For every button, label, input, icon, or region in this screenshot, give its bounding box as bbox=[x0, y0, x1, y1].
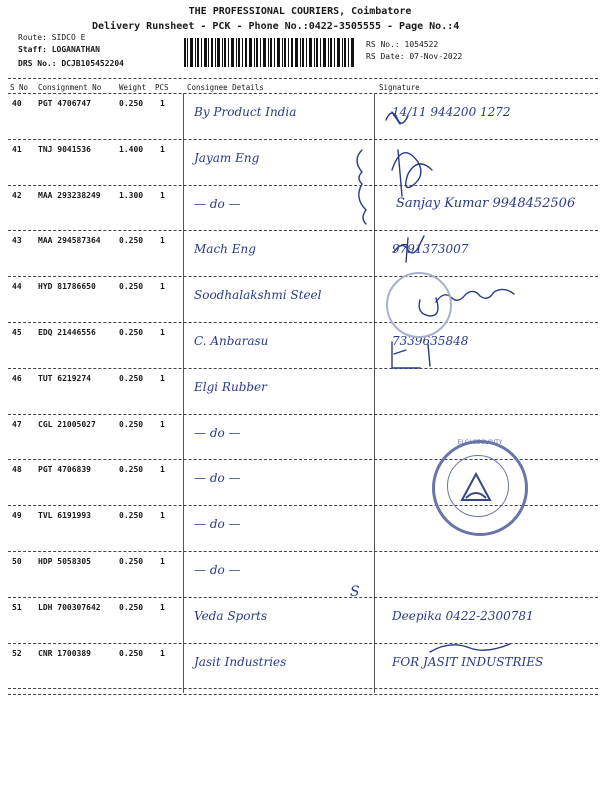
row-pcs: 1 bbox=[160, 511, 165, 521]
row-rule bbox=[8, 551, 598, 552]
row-pcs: 1 bbox=[160, 465, 165, 475]
row-consignment-no: CNR 1700389 bbox=[38, 648, 91, 658]
table-bottom-rule bbox=[8, 694, 598, 695]
row-sno: 44 bbox=[12, 282, 22, 292]
row-sno: 43 bbox=[12, 236, 22, 246]
row-weight: 0.250 bbox=[119, 328, 144, 337]
margin-initial: S bbox=[350, 584, 360, 600]
row-pcs: 1 bbox=[160, 557, 165, 566]
row-sno: 41 bbox=[12, 144, 22, 154]
signature-extra-text: Sanjay Kumar 9948452506 bbox=[396, 196, 576, 211]
route-label: Route: SIDCO E bbox=[18, 33, 86, 42]
col-header-consignment: Consignment No bbox=[38, 83, 102, 92]
row-pcs: 1 bbox=[160, 282, 165, 292]
row-consignee-handwritten: Jasit Industries bbox=[194, 654, 287, 669]
row-weight: 0.250 bbox=[119, 373, 144, 383]
col-header-sno: S No bbox=[10, 83, 29, 92]
row-consignment-no: TVL 6191993 bbox=[38, 511, 91, 521]
row-rule bbox=[8, 230, 598, 231]
rs-number: RS No.: 1054522 bbox=[366, 40, 439, 49]
row-consignment-no: HDP 5058305 bbox=[38, 557, 91, 566]
row-signature-handwritten: 9791373007 bbox=[392, 242, 469, 257]
row-sno: 48 bbox=[12, 465, 22, 475]
row-rule bbox=[8, 688, 598, 689]
col-header-weight: Weight bbox=[119, 83, 147, 92]
row-rule bbox=[8, 643, 598, 644]
row-sno: 40 bbox=[12, 99, 22, 108]
row-consignee-handwritten: Jayam Eng bbox=[194, 150, 260, 165]
row-pcs: 1 bbox=[160, 328, 165, 337]
row-weight: 0.250 bbox=[119, 465, 144, 475]
row-sno: 45 bbox=[12, 328, 22, 337]
rs-date: RS Date: 07-Nov-2022 bbox=[366, 52, 463, 61]
row-consignee-handwritten: C. Anbarasu bbox=[194, 334, 269, 348]
row-weight: 0.250 bbox=[119, 602, 144, 612]
row-consignment-no: TUT 6219274 bbox=[38, 373, 91, 383]
row-weight: 0.250 bbox=[119, 648, 144, 658]
row-signature-handwritten: 14/11 944200 1272 bbox=[392, 105, 511, 119]
row-pcs: 1 bbox=[160, 373, 165, 383]
row-weight: 0.250 bbox=[119, 419, 144, 429]
row-consignee-handwritten: — do — bbox=[194, 563, 241, 577]
row-pcs: 1 bbox=[160, 419, 165, 429]
row-rule bbox=[8, 185, 598, 186]
row-weight: 1.400 bbox=[119, 144, 144, 154]
row-pcs: 1 bbox=[160, 648, 165, 658]
row-pcs: 1 bbox=[160, 602, 165, 612]
row-consignee-handwritten: Mach Eng bbox=[194, 242, 256, 257]
row-sno: 47 bbox=[12, 419, 22, 429]
row-rule bbox=[8, 597, 598, 598]
column-divider bbox=[374, 93, 375, 693]
row-consignment-no: CGL 21005027 bbox=[38, 419, 96, 429]
seal-text: ELGI SECURITY bbox=[457, 439, 503, 446]
row-weight: 0.250 bbox=[119, 99, 144, 108]
row-rule bbox=[8, 139, 598, 140]
row-rule bbox=[8, 276, 598, 277]
row-sno: 46 bbox=[12, 373, 22, 383]
row-consignee-handwritten: Elgi Rubber bbox=[194, 379, 267, 394]
row-consignee-handwritten: Veda Sports bbox=[194, 608, 268, 623]
row-pcs: 1 bbox=[160, 144, 165, 154]
row-consignee-handwritten: — do — bbox=[194, 517, 241, 532]
row-rule bbox=[8, 414, 598, 415]
drs-number: DRS No.: DCJB105452204 bbox=[18, 59, 124, 68]
row-rule bbox=[8, 368, 598, 369]
row-sno: 52 bbox=[12, 648, 22, 658]
row-consignment-no: HYD 81786650 bbox=[38, 282, 96, 292]
row-consignee-handwritten: — do — bbox=[194, 471, 241, 486]
row-consignment-no: PGT 4706747 bbox=[38, 99, 91, 108]
page-subtitle: Delivery Runsheet - PCK - Phone No.:0422-3505555 - Page No.:4 bbox=[92, 21, 460, 32]
row-consignee-handwritten: Soodhalakshmi Steel bbox=[194, 288, 322, 303]
row-consignment-no: EDQ 21446556 bbox=[38, 328, 96, 337]
page-title: THE PROFESSIONAL COURIERS, Coimbatore bbox=[188, 6, 412, 17]
row-rule bbox=[8, 322, 598, 323]
row-consignee-handwritten: By Product India bbox=[194, 105, 297, 119]
faint-stamp bbox=[386, 272, 452, 338]
row-sno: 50 bbox=[12, 557, 22, 566]
row-consignment-no: MAA 293238249 bbox=[38, 190, 101, 200]
row-weight: 1.300 bbox=[119, 190, 144, 200]
row-signature-handwritten: FOR JASIT INDUSTRIES bbox=[392, 654, 544, 669]
row-consignment-no: TNJ 9041536 bbox=[38, 144, 91, 154]
col-header-consignee: Consignee Details bbox=[187, 83, 264, 92]
table-top-rule bbox=[8, 78, 598, 79]
row-pcs: 1 bbox=[160, 236, 165, 246]
row-weight: 0.250 bbox=[119, 282, 144, 292]
row-signature-handwritten: 7339635848 bbox=[392, 334, 469, 348]
barcode bbox=[184, 38, 356, 67]
row-weight: 0.250 bbox=[119, 236, 144, 246]
row-sno: 42 bbox=[12, 190, 22, 200]
round-seal-stamp bbox=[432, 440, 528, 536]
row-signature-handwritten: Deepika 0422-2300781 bbox=[392, 608, 534, 623]
col-header-signature: Signature bbox=[379, 83, 420, 92]
row-consignee-handwritten: — do — bbox=[194, 196, 241, 211]
table-header-rule bbox=[8, 93, 598, 94]
row-sno: 51 bbox=[12, 602, 22, 612]
staff-label: Staff: LOGANATHAN bbox=[18, 45, 100, 54]
row-consignment-no: LDH 700307642 bbox=[38, 602, 101, 612]
row-consignee-handwritten: — do — bbox=[194, 425, 241, 440]
column-divider bbox=[183, 93, 184, 693]
row-weight: 0.250 bbox=[119, 557, 144, 566]
row-pcs: 1 bbox=[160, 99, 165, 108]
row-pcs: 1 bbox=[160, 190, 165, 200]
row-consignment-no: MAA 294587364 bbox=[38, 236, 101, 246]
row-consignment-no: PGT 4706839 bbox=[38, 465, 91, 475]
col-header-pcs: PCS bbox=[155, 83, 169, 92]
row-weight: 0.250 bbox=[119, 511, 144, 521]
row-sno: 49 bbox=[12, 511, 22, 521]
